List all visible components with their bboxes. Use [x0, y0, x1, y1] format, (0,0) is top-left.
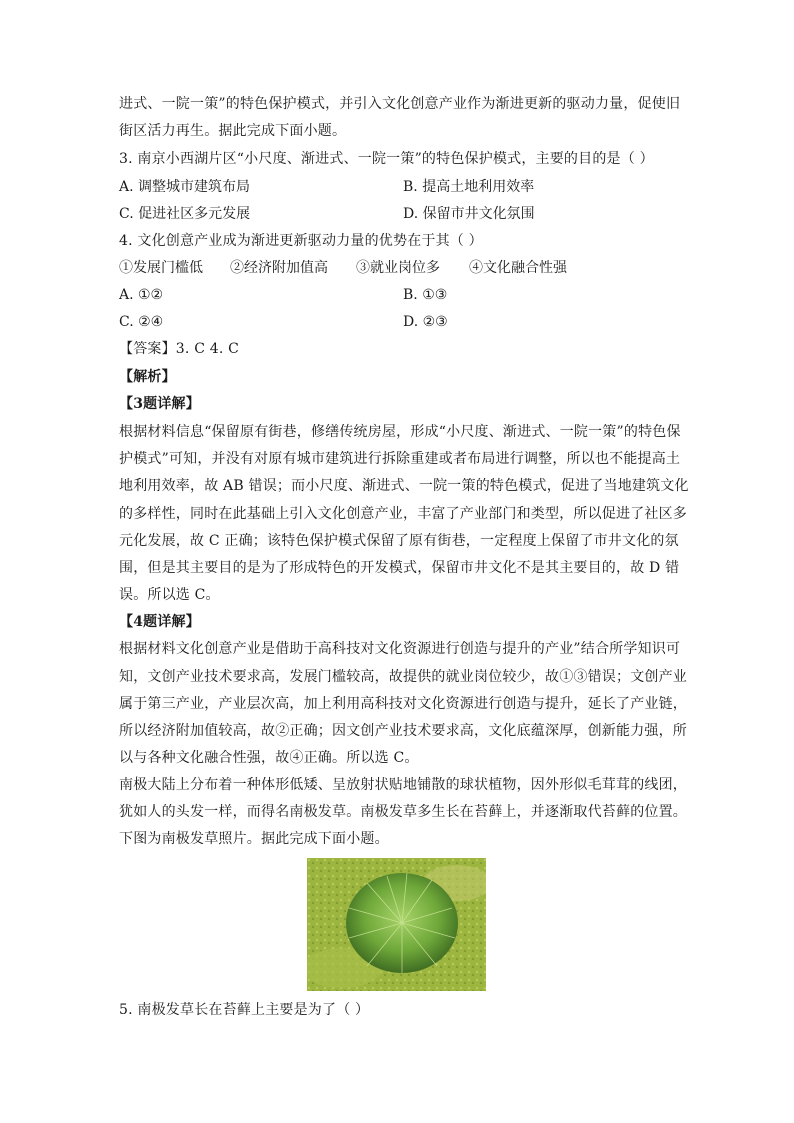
q4-statement-4: ④文化融合性强	[469, 260, 567, 276]
question-4-stem: 4. 文化创意产业成为渐进更新驱动力量的优势在于其（ ）	[119, 233, 483, 249]
q4-detail-line-1: 根据材料文化创意产业是借助于高科技对文化资源进行创造与提升的产业”结合所学知识可	[119, 641, 681, 657]
q3-detail-line-7: 误。所以选 C。	[119, 587, 220, 603]
intro-line-1: 进式、一院一策”的特色保护模式，并引入文化创意产业作为渐进更新的驱动力量，促使旧	[119, 96, 681, 112]
q3-detail-line-4: 的多样性，同时在此基础上引入文化创意产业，丰富了产业部门和类型，所以促进了社区多	[119, 506, 687, 522]
q4-option-a: A. ①②	[119, 287, 164, 303]
hairgrass-illustration	[307, 858, 486, 991]
material-2-line-2: 犹如人的头发一样，而得名南极发草。南极发草多生长在苔藓上，并逐渐取代苔藓的位置。	[119, 804, 687, 820]
q4-detail-line-4: 所以经济附加值较高，故②正确；因文创产业技术要求高，文化底蕴深厚，创新能力强，所	[119, 723, 687, 739]
analysis-label: 【解析】	[119, 369, 176, 385]
q4-option-d: D. ②③	[403, 314, 448, 330]
q3-option-a: A. 调整城市建筑布局	[119, 179, 251, 195]
q3-detail-line-1: 根据材料信息“保留原有街巷，修缮传统房屋，形成“小尺度、渐进式、一院一策”的特色保	[119, 424, 681, 440]
q4-statement-1: ①发展门槛低	[119, 260, 203, 276]
q4-statement-3: ③就业岗位多	[356, 260, 440, 276]
q4-detail-line-5: 以与各种文化融合性强，故④正确。所以选 C。	[119, 750, 419, 766]
q4-option-b: B. ①③	[403, 287, 448, 303]
q3-detail-line-2: 护模式”可知，并没有对原有城市建筑进行拆除重建或者布局进行调整，所以也不能提高土	[119, 451, 681, 467]
intro-line-2: 街区活力再生。据此完成下面小题。	[119, 123, 347, 139]
q3-detail-line-6: 围，但是其主要目的是为了形成特色的开发模式，保留市井文化不是其主要目的，故 D 错	[119, 560, 680, 576]
q3-detail-line-5: 元化发展，故 C 正确；该特色保护模式保留了原有街巷，一定程度上保留了市井文化的氛	[119, 533, 679, 549]
q4-statement-2: ②经济附加值高	[230, 260, 328, 276]
question-5-stem: 5. 南极发草长在苔藓上主要是为了（ ）	[119, 1002, 370, 1018]
material-2-line-1: 南极大陆上分布着一种体形低矮、呈放射状贴地铺散的球状植物，因外形似毛茸茸的线团，	[119, 777, 687, 793]
q4-detail-label: 【4题详解】	[119, 614, 200, 630]
answer-line: 【答案】3. C 4. C	[119, 341, 240, 357]
q3-option-b: B. 提高土地利用效率	[403, 179, 535, 195]
question-3-stem: 3. 南京小西湖片区“小尺度、渐进式、一院一策”的特色保护模式，主要的目的是（ ）	[119, 151, 654, 167]
q3-option-d: D. 保留市井文化氛围	[403, 206, 535, 222]
antarctic-hairgrass-photo	[307, 858, 486, 991]
q4-detail-line-2: 知，文创产业技术要求高，发展门槛较高，故提供的就业岗位较少，故①③错误；文创产业	[119, 669, 687, 685]
material-2-line-3: 下图为南极发草照片。据此完成下面小题。	[119, 831, 389, 847]
q4-option-c: C. ②④	[119, 314, 164, 330]
q3-option-c: C. 促进社区多元发展	[119, 206, 251, 222]
q3-detail-line-3: 地利用效率，故 AB 错误；而小尺度、渐进式、一院一策的特色模式，促进了当地建筑文化	[119, 478, 689, 494]
q3-detail-label: 【3题详解】	[119, 396, 200, 412]
q4-detail-line-3: 属于第三产业，产业层次高，加上利用高科技对文化资源进行创造与提升，延长了产业链，	[119, 696, 687, 712]
